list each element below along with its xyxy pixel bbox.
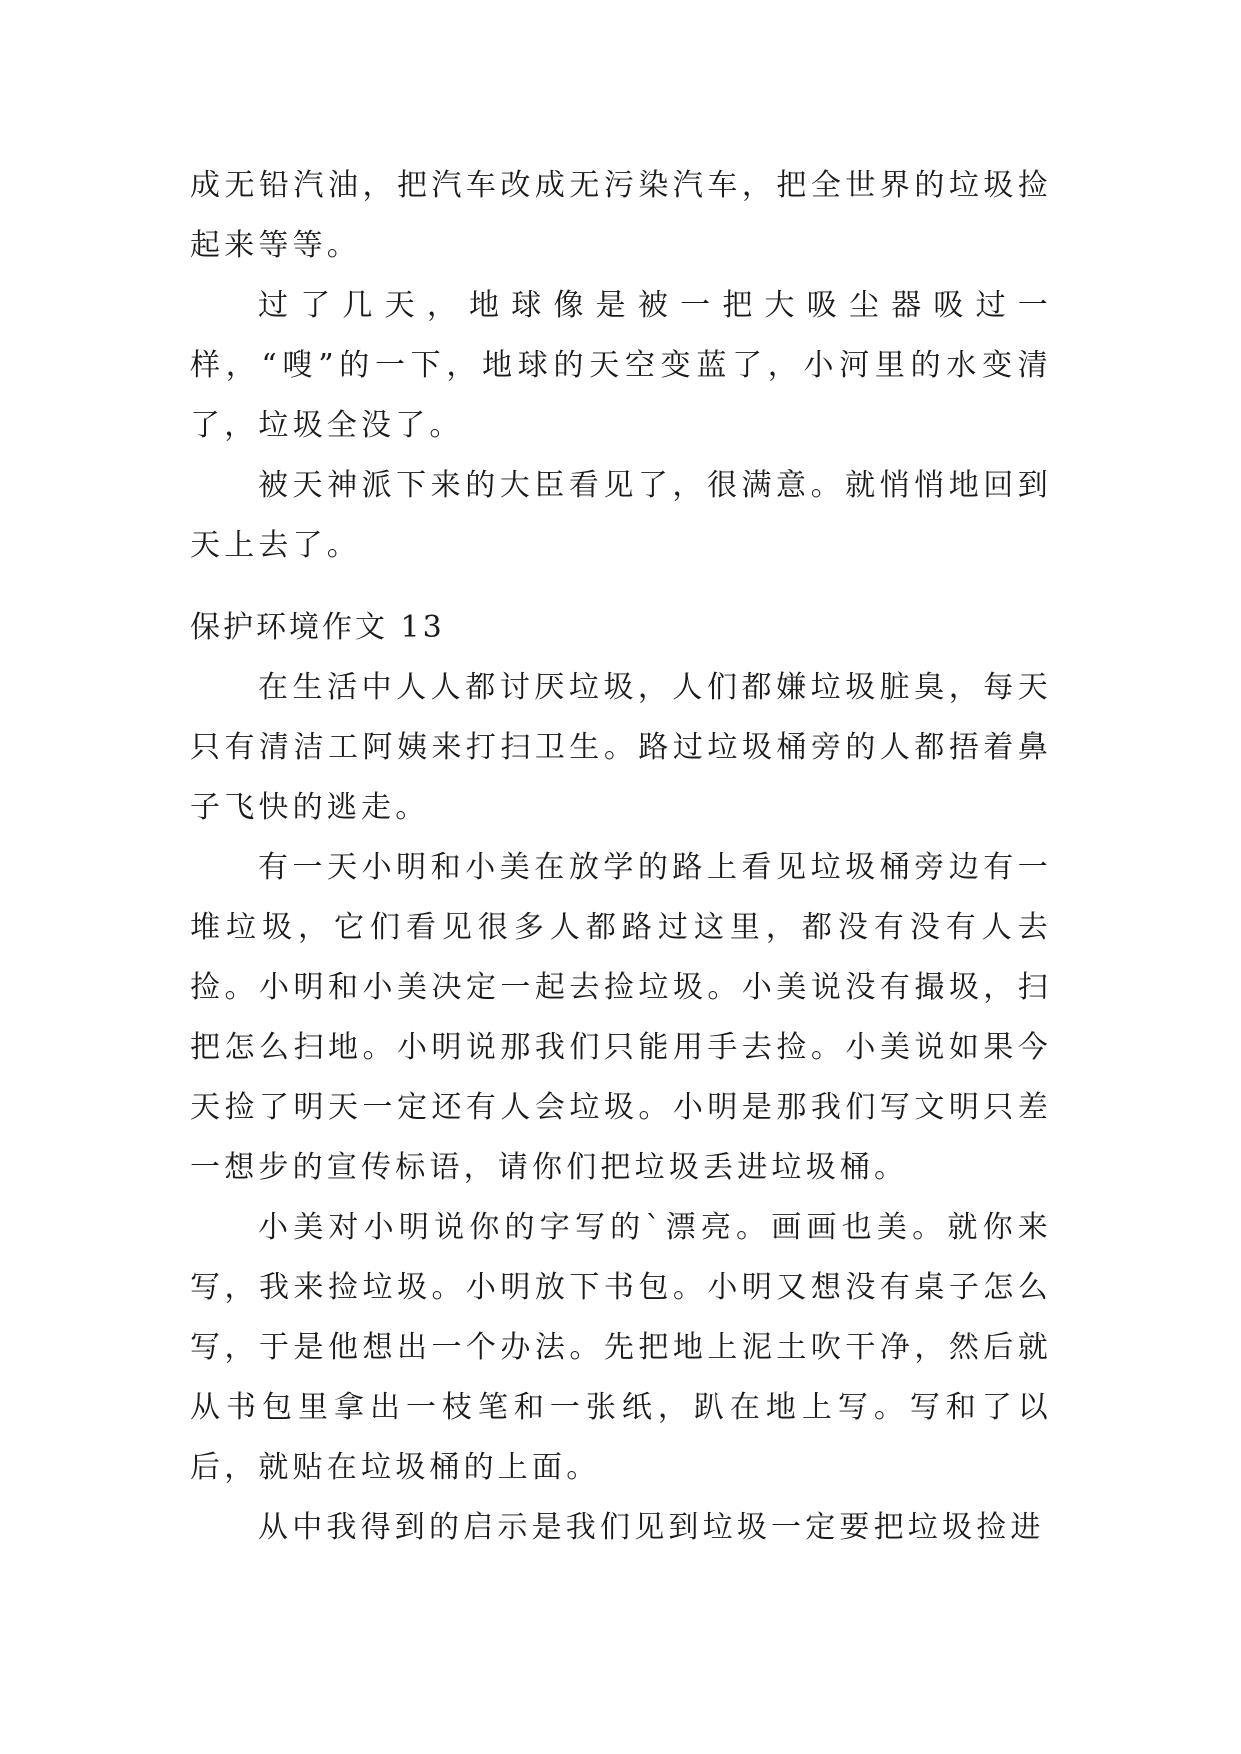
paragraph: 有一天小明和小美在放学的路上看见垃圾桶旁边有一堆垃圾，它们看见很多人都路过这里，都没有没有人去捡。小明和小美决定一起去捡垃圾。小美说没有撮圾，扫把怎么扫地。小明说那我们只能用手去捡。小美说如果今天捡了明天一定还有人会垃圾。小明是那我们写文明只差一想步的宣传标语，请你们把垃圾丢进垃圾桶。 [190,850,1052,1185]
paragraph: 在生活中人人都讨厌垃圾，人们都嫌垃圾脏臭，每天只有清洁工阿姨来打扫卫生。路过垃圾桶旁的人都捂着鼻子飞快的逃走。 [190,670,1052,825]
essay-title: 保护环境作文 13 [190,610,445,645]
essay-section [190,598,1052,1558]
paragraph: 被天神派下来的大臣看见了，很满意。就悄悄地回到天上去了。 [190,468,1052,563]
paragraph: 过了几天，地球像是被一把大吸尘器吸过一样，“嗖”的一下，地球的天空变蓝了，小河里的水变清了，垃圾全没了。 [190,288,1052,443]
paragraph: 成无铅汽油，把汽车改成无污染汽车，把全世界的垃圾捡起来等等。 [190,168,1052,263]
continued-story-text [190,156,1052,576]
paragraph: 从中我得到的启示是我们见到垃圾一定要把垃圾捡进 [258,1510,1045,1545]
paragraph: 小美对小明说你的字写的`漂亮。画画也美。就你来写，我来捡垃圾。小明放下书包。小明又想没有桌子怎么写，于是他想出一个办法。先把地上泥土吹干净，然后就从书包里拿出一枝笔和一张纸，趴在地上写。写和了以后，就贴在垃圾桶的上面。 [190,1210,1052,1485]
